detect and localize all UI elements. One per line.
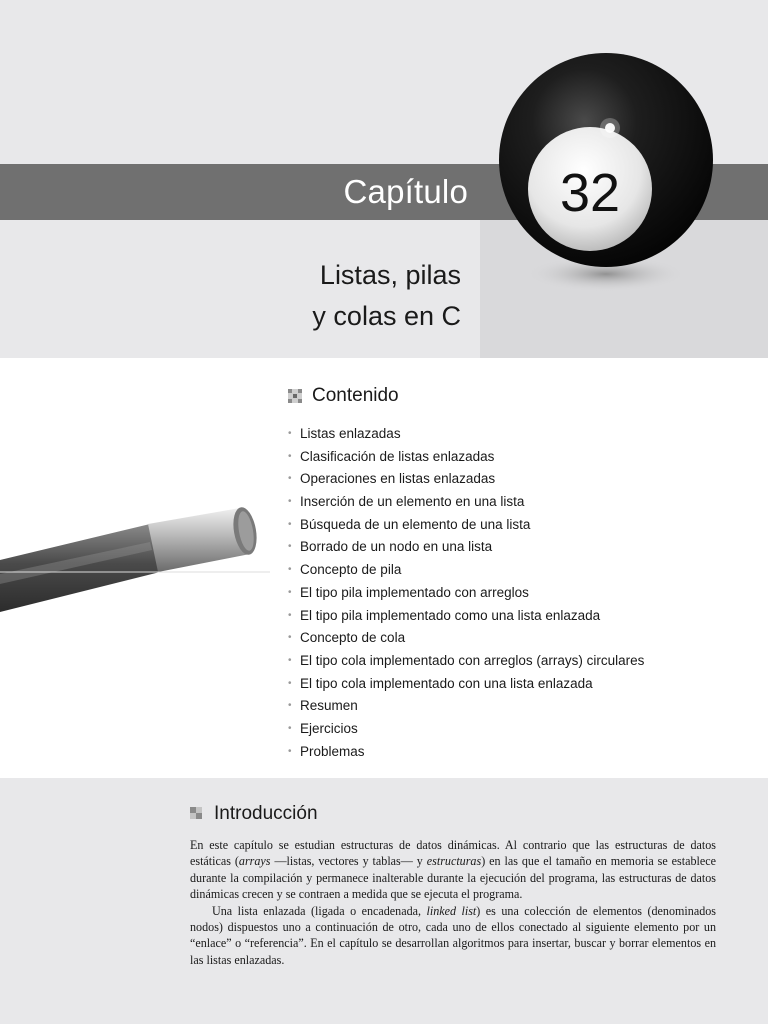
bullet-icon: •: [288, 541, 292, 553]
contents-item-label: El tipo pila implementado como una lista enlazada: [300, 607, 601, 623]
bullet-icon: •: [288, 609, 292, 621]
intro-paragraph: En este capítulo se estudian estructuras de datos dinámicas. Al contrario que las estructuras de datos estáticas (arrays —listas, vectores y tablas— y estructuras) en las que el tamaño en memoria se establece durante la compilación y permanece inalterable durante la ejecución del programa, las estructuras de datos dinámicas crecen y se contraen a medida que se ejecuta el programa.: [190, 838, 716, 902]
contents-item-label: El tipo cola implementado con arreglos (arrays) circulares: [300, 652, 645, 668]
contents-list: [288, 423, 644, 763]
bullet-icon: •: [288, 518, 292, 530]
chapter-title-line: y colas en C: [312, 301, 461, 331]
bullet-icon: •: [288, 586, 292, 598]
bullet-icon: •: [288, 654, 292, 666]
contents-item-label: Inserción de un elemento en una lista: [300, 494, 525, 510]
contents-item-label: Operaciones en listas enlazadas: [300, 471, 496, 487]
chapter-title-line: Listas, pilas: [319, 260, 461, 290]
bullet-icon: •: [288, 564, 292, 576]
contents-item-label: Ejercicios: [300, 720, 358, 736]
contents-item: [288, 695, 644, 718]
contents-item: [288, 536, 644, 559]
contents-item-label: El tipo cola implementado con una lista enlazada: [300, 675, 593, 691]
checker-square-icon: [190, 807, 204, 821]
contents-item-label: Borrado de un nodo en una lista: [300, 539, 493, 555]
contents-item: [288, 514, 644, 537]
contents-item: [288, 423, 644, 446]
bullet-icon: •: [288, 722, 292, 734]
intro-heading: [190, 803, 318, 825]
contents-item-label: El tipo pila implementado con arreglos: [300, 584, 529, 600]
contents-item-label: Problemas: [300, 743, 365, 759]
bullet-icon: •: [288, 745, 292, 757]
chapter-label: Capítulo: [343, 173, 468, 210]
bullet-icon: •: [288, 450, 292, 462]
bullet-icon: •: [288, 428, 292, 439]
contents-item: [288, 627, 644, 650]
contents-item: [288, 491, 644, 514]
intro-paragraph: Una lista enlazada (ligada o encadenada, linked list) es una colección de elementos (denominados nodos) dispuestos uno a continuación de otro, cada uno de ellos conectado al siguiente elemento por un “enlace” o “referencia”. En el capítulo se desarrollan algoritmos para insertar, buscar y borrar elementos en las listas enlazadas.: [190, 903, 716, 967]
intro-body: [190, 837, 716, 968]
chapter-number: 32: [559, 163, 621, 223]
contents-item: [288, 741, 644, 764]
checker-square-icon: [288, 389, 302, 403]
contents-item: [288, 605, 644, 628]
contents-heading-label: Contenido: [312, 385, 399, 406]
contents-item: [288, 582, 644, 605]
bullet-icon: •: [288, 496, 292, 508]
contents-item-label: Resumen: [300, 698, 358, 714]
contents-item: [288, 468, 644, 491]
contents-heading: [288, 385, 399, 407]
contents-item-label: Clasificación de listas enlazadas: [300, 448, 495, 464]
contents-item: [288, 559, 644, 582]
contents-item: [288, 446, 644, 469]
contents-item: [288, 718, 644, 741]
bullet-icon: •: [288, 700, 292, 712]
bullet-icon: •: [288, 473, 292, 485]
contents-item: [288, 673, 644, 696]
bullet-icon: •: [288, 677, 292, 689]
contents-item-label: Listas enlazadas: [300, 426, 401, 441]
bullet-icon: •: [288, 632, 292, 644]
chapter-title: [312, 255, 461, 337]
contents-item-label: Búsqueda de un elemento de una lista: [300, 516, 531, 532]
billiard-cue-icon: [0, 490, 270, 630]
contents-item-label: Concepto de pila: [300, 562, 402, 578]
contents-item-label: Concepto de cola: [300, 630, 406, 646]
intro-heading-label: Introducción: [214, 803, 318, 824]
contents-item: [288, 650, 644, 673]
